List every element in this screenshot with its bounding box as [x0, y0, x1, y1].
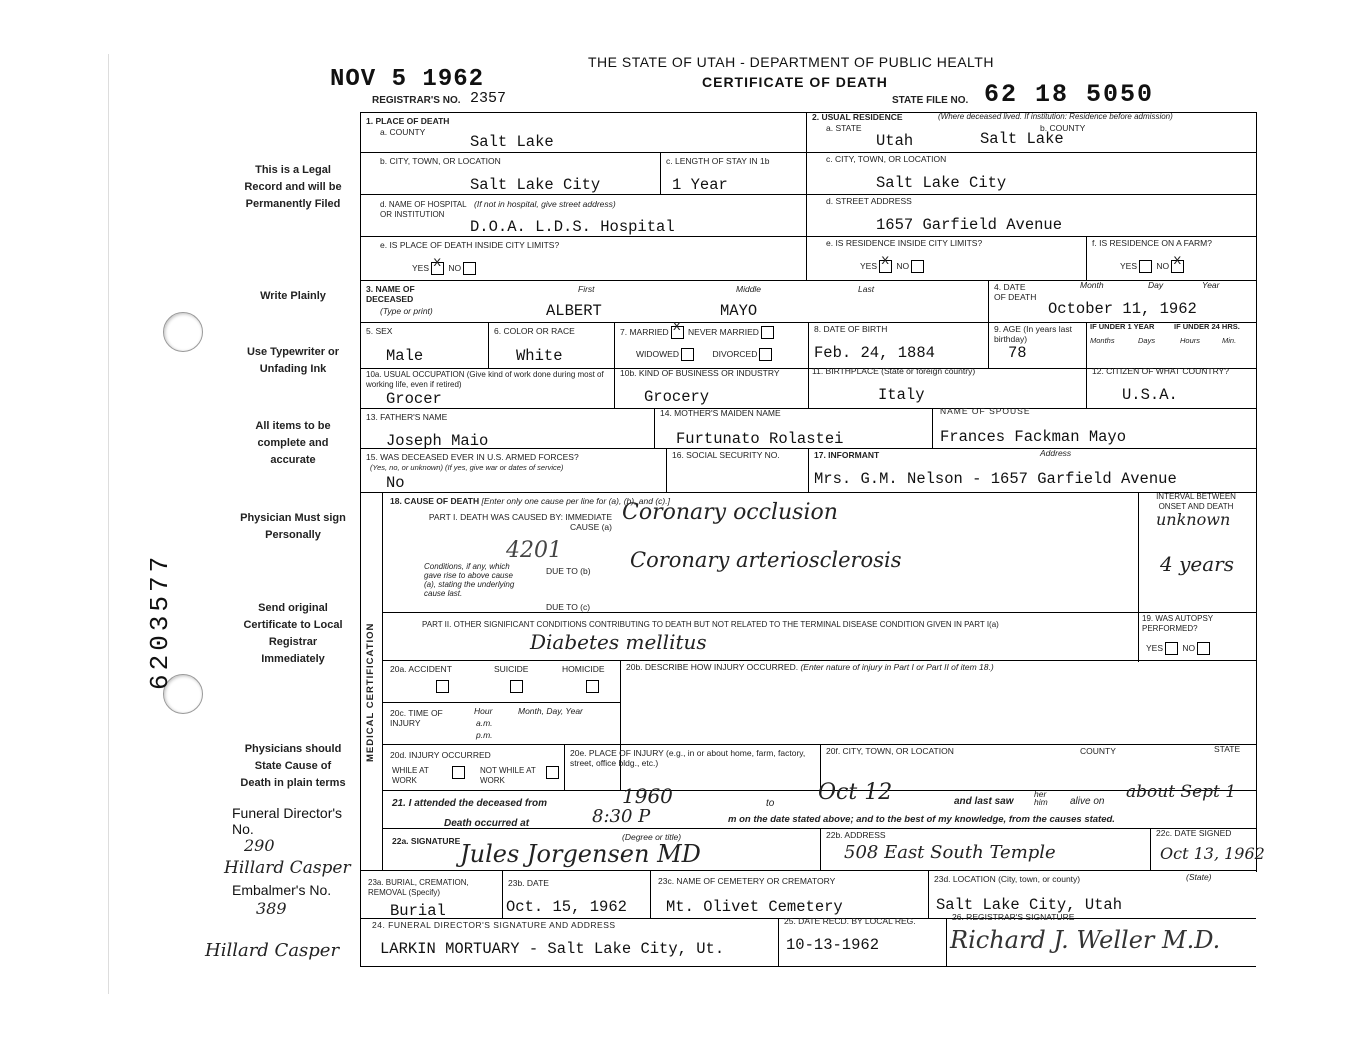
divorced-box[interactable] — [759, 348, 772, 361]
registrar-no: 2357 — [470, 90, 507, 107]
county-injury-label: COUNTY — [1080, 746, 1116, 756]
part2-value: Diabetes mellitus — [530, 630, 707, 654]
degree-label: (Degree or title) — [622, 832, 682, 842]
interval-b-value: 4 years — [1160, 552, 1234, 576]
embalmer-signature: Hillard Casper — [224, 858, 351, 878]
married-group: 7. MARRIEDx NEVER MARRIED — [620, 326, 776, 339]
armed-note: (Yes, no, or unknown) (If yes, give war or dates of service) — [370, 463, 564, 472]
year-label: Year — [1202, 280, 1220, 290]
under1-label: IF UNDER 1 YEAR — [1090, 322, 1155, 331]
date-recd-label: 25. DATE RECD. BY LOCAL REG. — [784, 916, 916, 926]
not-work-label: NOT WHILE AT WORK — [480, 766, 536, 785]
business-value: Grocery — [644, 388, 710, 406]
dob-label: 8. DATE OF BIRTH — [814, 324, 888, 334]
state-injury-label: STATE — [1214, 744, 1241, 754]
inside-city-no-box[interactable] — [463, 262, 476, 275]
age-value: 78 — [1008, 344, 1027, 362]
hospital-value: D.O.A. L.D.S. Hospital — [470, 218, 675, 236]
days-label: Days — [1138, 336, 1156, 345]
city-injury-label: 20f. CITY, TOWN, OR LOCATION — [826, 746, 954, 756]
county-label: a. COUNTY — [380, 127, 426, 137]
autopsy-no-box[interactable] — [1197, 642, 1210, 655]
father-label: 13. FATHER'S NAME — [366, 412, 448, 422]
age-label: 9. AGE (In years last birthday) — [994, 324, 1072, 344]
physician-signature: Jules Jorgensen MD — [460, 840, 701, 868]
side-note-typewriter: Use Typewriter or Unfading Ink — [246, 346, 340, 375]
death-time: 8:30 P — [592, 806, 651, 827]
occupation-value: Grocer — [386, 390, 442, 408]
attended-to: Oct 12 — [818, 780, 893, 805]
county-value: Salt Lake — [470, 133, 554, 151]
last-saw-value: about Sept 1 — [1126, 782, 1237, 802]
mdy-label: Month, Day, Year — [518, 706, 583, 716]
homicide-label: HOMICIDE — [562, 664, 605, 674]
attended-label: 21. I attended the deceased from — [392, 798, 548, 809]
am-label: a.m. — [476, 718, 493, 728]
armed-value: No — [386, 474, 405, 492]
month-label: Month — [1080, 280, 1104, 290]
res-inside-yes-box[interactable] — [879, 260, 892, 273]
place-of-death-label: 1. PLACE OF DEATH — [366, 116, 450, 126]
side-note-legal-record: This is a Legal Record and will be Permanently Filed — [244, 164, 342, 210]
side-note-complete: All items to be complete and accurate — [255, 420, 331, 466]
state-label-23: (State) — [1186, 872, 1212, 882]
farm-yes-box[interactable] — [1139, 260, 1152, 273]
certificate-title: CERTIFICATE OF DEATH — [702, 74, 888, 90]
mother-label: 14. MOTHER'S MAIDEN NAME — [660, 408, 781, 418]
occupation-label: 10a. USUAL OCCUPATION (Give kind of work done during most of working life, even if retired) — [366, 370, 604, 389]
alive-on-label: alive on — [1070, 796, 1105, 807]
registrar-signature: Richard J. Weller M.D. — [950, 926, 1221, 954]
father-value: Joseph Maio — [386, 432, 489, 450]
date-death-value: October 11, 1962 — [1048, 300, 1197, 318]
accident-box[interactable] — [436, 680, 449, 693]
funeral-label: 24. FUNERAL DIRECTOR'S SIGNATURE AND ADDRESS — [372, 920, 616, 930]
never-married-box[interactable] — [761, 326, 774, 339]
hour-label: Hour — [474, 706, 493, 716]
state-file-label: STATE FILE NO. — [892, 95, 969, 106]
middle-name: MAYO — [720, 302, 758, 320]
side-note-physician-sign: Physician Must sign Personally — [240, 512, 346, 541]
hospital-label: d. NAME OF HOSPITAL OR INSTITUTION — [380, 200, 467, 219]
inside-city-label: e. IS PLACE OF DEATH INSIDE CITY LIMITS? — [380, 240, 560, 250]
side-note-write-plainly: Write Plainly — [260, 290, 326, 302]
funeral-director-value: LARKIN MORTUARY - Salt Lake City, Ut. — [380, 940, 725, 958]
dob-value: Feb. 24, 1884 — [814, 344, 935, 362]
race-label: 6. COLOR OR RACE — [494, 326, 575, 336]
sex-label: 5. SEX — [366, 326, 393, 336]
funeral-director-label: Funeral Director's No. — [232, 805, 343, 837]
res-state-label: a. STATE — [826, 123, 862, 133]
location-value: Salt Lake City, Utah — [936, 896, 1123, 914]
stay-label: c. LENGTH OF STAY IN 1b — [666, 156, 770, 166]
funeral-director-no: 290 — [244, 836, 275, 855]
stay-value: 1 Year — [672, 176, 728, 194]
cemetery-value: Mt. Olivet Cemetery — [666, 898, 843, 916]
burial-date-label: 23b. DATE — [508, 878, 549, 888]
part1-label: PART I. DEATH WAS CAUSED BY: IMMEDIATE CAUSE (a) — [428, 512, 612, 532]
day-label: Day — [1148, 280, 1164, 290]
res-city-value: Salt Lake City — [876, 174, 1007, 192]
months-label: Months — [1090, 336, 1115, 345]
cause-b-value: Coronary arteriosclerosis — [630, 548, 902, 572]
res-city-label: c. CITY, TOWN, OR LOCATION — [826, 154, 947, 164]
city-label: b. CITY, TOWN, OR LOCATION — [380, 156, 501, 166]
autopsy-checkboxes: YES NO — [1146, 642, 1212, 655]
res-county-value: Salt Lake — [980, 130, 1064, 148]
autopsy-label: 19. WAS AUTOPSY PERFORMED? — [1142, 614, 1213, 633]
inside-city-yes-box[interactable] — [431, 262, 444, 275]
embalmer-signature-2: Hillard Casper — [205, 940, 340, 961]
autopsy-yes-box[interactable] — [1165, 642, 1178, 655]
date-death-label: 4. DATE OF DEATH — [994, 282, 1037, 302]
res-inside-label: e. IS RESIDENCE INSIDE CITY LIMITS? — [826, 238, 983, 248]
married-box[interactable] — [671, 326, 684, 339]
res-state-value: Utah — [876, 132, 914, 150]
citizen-value: U.S.A. — [1122, 386, 1178, 404]
address-label: Address — [1040, 448, 1072, 458]
death-occurred-label: Death occurred at — [444, 818, 530, 829]
widowed-group: WIDOWED DIVORCED — [636, 348, 774, 361]
inside-city-checkboxes: YESx NO — [412, 262, 478, 275]
injury-occurred-label: 20d. INJURY OCCURRED — [390, 750, 491, 760]
informant-value: Mrs. G.M. Nelson - 1657 Garfield Avenue — [814, 470, 1177, 488]
registrar-sig-label: 26. REGISTRAR'S SIGNATURE — [952, 912, 1075, 922]
medical-certification-label: MEDICAL CERTIFICATION — [365, 622, 376, 762]
city-value: Salt Lake City — [470, 176, 601, 194]
residence-label: 2. USUAL RESIDENCE — [812, 112, 903, 122]
injury-desc-label: 20b. DESCRIBE HOW INJURY OCCURRED. (Enter nature of injury in Part I or Part II of item 18.) — [626, 662, 994, 672]
not-work-box[interactable] — [546, 766, 559, 779]
under24-label: IF UNDER 24 HRS. — [1174, 322, 1240, 331]
burial-label: 23a. BURIAL, CREMATION, REMOVAL (Specify) — [368, 878, 469, 897]
while-work-box[interactable] — [452, 766, 465, 779]
side-note-plain-terms: Physicians should State Cause of Death in plain terms — [240, 743, 346, 789]
res-county-label: b. COUNTY — [1040, 123, 1086, 133]
date-signed-label: 22c. DATE SIGNED — [1156, 828, 1232, 838]
cause-a-value: Coronary occlusion — [622, 500, 838, 525]
suicide-label: SUICIDE — [494, 664, 529, 674]
state-title: THE STATE OF UTAH - DEPARTMENT OF PUBLIC HEALTH — [588, 54, 994, 70]
address22-label: 22b. ADDRESS — [826, 830, 886, 840]
residence-note: (Where deceased lived. If institution: Residence before admission) — [938, 112, 1173, 121]
burial-value: Burial — [390, 902, 446, 920]
res-inside-no-box[interactable] — [911, 260, 924, 273]
hours-label: Hours — [1180, 336, 1201, 345]
business-label: 10b. KIND OF BUSINESS OR INDUSTRY — [620, 368, 780, 378]
birthplace-label: 11. BIRTHPLACE (State or foreign country) — [812, 366, 976, 376]
burial-date-value: Oct. 15, 1962 — [506, 898, 627, 916]
ssn-label: 16. SOCIAL SECURITY NO. — [672, 450, 780, 460]
informant-label: 17. INFORMANT — [814, 450, 880, 460]
time-injury-label: 20c. TIME OF INJURY — [390, 708, 443, 728]
interval-label: INTERVAL BETWEEN ONSET AND DEATH — [1156, 492, 1236, 511]
farm-label: f. IS RESIDENCE ON A FARM? — [1092, 238, 1212, 248]
side-note-send-original: Send original Certificate to Local Registrar Immediately — [243, 602, 343, 665]
spouse-value: Frances Fackman Mayo — [940, 428, 1127, 446]
citizen-label: 12. CITIZEN OF WHAT COUNTRY? — [1092, 366, 1229, 376]
farm-no-box[interactable] — [1171, 260, 1184, 273]
hospital-note: (If not in hospital, give street address) — [474, 199, 616, 209]
state-file-no: 62 18 5050 — [984, 80, 1155, 109]
name-label: 3. NAME OF DECEASED — [366, 284, 415, 304]
date-signed-value: Oct 13, 1962 — [1160, 844, 1265, 863]
embalmer-no: 389 — [256, 899, 287, 918]
place-injury-label: 20e. PLACE OF INJURY (e.g., in or about home, farm, factory, street, office bldg., etc.) — [570, 748, 806, 768]
res-inside-checkboxes: YESx NO — [860, 260, 926, 273]
first-label: First — [578, 284, 595, 294]
embalmer-label: Embalmer's No. — [232, 882, 332, 898]
spouse-label: NAME OF SPOUSE — [940, 406, 1031, 416]
last-label: Last — [858, 284, 875, 294]
homicide-box[interactable] — [586, 680, 599, 693]
farm-checkboxes: YES NOx — [1120, 260, 1186, 273]
min-label: Min. — [1222, 336, 1237, 345]
sex-value: Male — [386, 347, 424, 365]
first-name: ALBERT — [546, 302, 602, 320]
due-to-c-label: DUE TO (c) — [546, 602, 591, 612]
conditions-label: Conditions, if any, which gave rise to above cause (a), stating the underlying cause last. — [424, 562, 515, 598]
date-stamp: NOV 5 1962 — [330, 66, 485, 93]
date-recd-value: 10-13-1962 — [786, 936, 880, 954]
accident-label: 20a. ACCIDENT — [390, 664, 452, 674]
signature-label: 22a. SIGNATURE — [392, 836, 461, 846]
registrar-no-label: REGISTRAR'S NO. — [372, 95, 461, 106]
armed-label: 15. WAS DECEASED EVER IN U.S. ARMED FORCES? — [366, 452, 579, 462]
street-value: 1657 Garfield Avenue — [876, 216, 1063, 234]
location-label: 23d. LOCATION (City, town, or county) — [934, 874, 1081, 884]
to-label: to — [766, 798, 775, 809]
suicide-box[interactable] — [510, 680, 523, 693]
birthplace-value: Italy — [878, 386, 925, 404]
while-work-label: WHILE AT WORK — [392, 766, 429, 785]
middle-label: Middle — [736, 284, 762, 294]
code-4201: 4201 — [506, 538, 562, 563]
race-value: White — [516, 347, 563, 365]
due-to-b-label: DUE TO (b) — [546, 566, 591, 576]
part2-label: PART II. OTHER SIGNIFICANT CONDITIONS CONTRIBUTING TO DEATH BUT NOT RELATED TO THE TERMINAL DISEASE CONDITION GIVEN IN PART I(a) — [422, 620, 999, 629]
interval-a-value: unknown — [1156, 510, 1231, 529]
mother-value: Furtunato Rolastei — [676, 430, 844, 448]
street-label: d. STREET ADDRESS — [826, 196, 912, 206]
attended-from: 1960 — [622, 784, 673, 808]
widowed-box[interactable] — [681, 348, 694, 361]
punch-hole-top — [163, 312, 203, 352]
side-stamp-number: 6203577 — [145, 552, 175, 690]
cemetery-label: 23c. NAME OF CEMETERY OR CREMATORY — [658, 876, 836, 886]
pm-label: p.m. — [476, 730, 493, 740]
address22-value: 508 East South Temple — [844, 842, 1056, 863]
cause-label: 18. CAUSE OF DEATH [Enter only one cause per line for (a), (b), and (c).] — [390, 496, 670, 506]
date-stated: m on the date stated above; and to the best of my knowledge, from the causes stated. — [728, 814, 1115, 825]
her-him-label: her him — [1034, 789, 1048, 807]
last-saw-label: and last saw — [954, 796, 1014, 807]
name-note: (Type or print) — [380, 306, 433, 316]
